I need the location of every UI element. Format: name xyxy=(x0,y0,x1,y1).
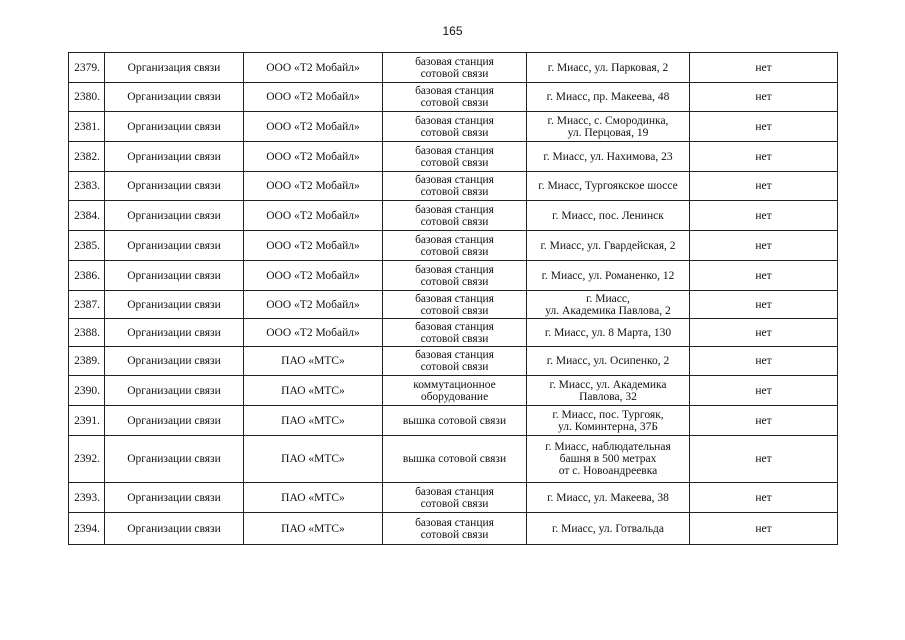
owner-cell: ООО «Т2 Мобайл» xyxy=(244,261,383,291)
status-cell: нет xyxy=(690,436,838,483)
object-cell: базовая станция сотовой связи xyxy=(383,319,527,347)
table-row xyxy=(69,436,838,483)
owner-cell: ООО «Т2 Мобайл» xyxy=(244,112,383,142)
status-cell: нет xyxy=(690,172,838,201)
owner-cell: ООО «Т2 Мобайл» xyxy=(244,291,383,319)
category-cell: Организации связи xyxy=(105,172,244,201)
table-row xyxy=(69,53,838,83)
status-cell: нет xyxy=(690,201,838,231)
table-row xyxy=(69,513,838,545)
category-cell: Организации связи xyxy=(105,347,244,376)
category-cell: Организации связи xyxy=(105,231,244,261)
owner-cell: ООО «Т2 Мобайл» xyxy=(244,172,383,201)
object-cell: базовая станция сотовой связи xyxy=(383,142,527,172)
category-cell: Организации связи xyxy=(105,436,244,483)
table-row xyxy=(69,112,838,142)
status-cell: нет xyxy=(690,376,838,406)
address-cell: г. Миасс, ул. Макеева, 38 xyxy=(527,483,690,513)
object-cell: базовая станция сотовой связи xyxy=(383,483,527,513)
category-cell: Организации связи xyxy=(105,319,244,347)
owner-cell: ПАО «МТС» xyxy=(244,347,383,376)
category-cell: Организации связи xyxy=(105,483,244,513)
object-cell: вышка сотовой связи xyxy=(383,406,527,436)
row-number: 2382. xyxy=(69,142,105,172)
category-cell: Организация связи xyxy=(105,53,244,83)
address-cell: г. Миасс, Тургоякское шоссе xyxy=(527,172,690,201)
category-cell: Организации связи xyxy=(105,406,244,436)
row-number: 2393. xyxy=(69,483,105,513)
table-row xyxy=(69,201,838,231)
address-cell: г. Миасс, ул. 8 Марта, 130 xyxy=(527,319,690,347)
row-number: 2389. xyxy=(69,347,105,376)
owner-cell: ООО «Т2 Мобайл» xyxy=(244,201,383,231)
owner-cell: ООО «Т2 Мобайл» xyxy=(244,83,383,112)
address-cell: г. Миасс, ул. Академика Павлова, 2 xyxy=(527,291,690,319)
category-cell: Организации связи xyxy=(105,142,244,172)
row-number: 2390. xyxy=(69,376,105,406)
row-number: 2388. xyxy=(69,319,105,347)
category-cell: Организации связи xyxy=(105,201,244,231)
object-cell: вышка сотовой связи xyxy=(383,436,527,483)
object-cell: базовая станция сотовой связи xyxy=(383,261,527,291)
object-cell: базовая станция сотовой связи xyxy=(383,291,527,319)
owner-cell: ПАО «МТС» xyxy=(244,513,383,545)
status-cell: нет xyxy=(690,513,838,545)
table-row xyxy=(69,319,838,347)
row-number: 2381. xyxy=(69,112,105,142)
row-number: 2380. xyxy=(69,83,105,112)
status-cell: нет xyxy=(690,142,838,172)
table-row xyxy=(69,347,838,376)
registry-table-body xyxy=(69,53,838,545)
category-cell: Организации связи xyxy=(105,376,244,406)
owner-cell: ООО «Т2 Мобайл» xyxy=(244,231,383,261)
object-cell: базовая станция сотовой связи xyxy=(383,83,527,112)
owner-cell: ПАО «МТС» xyxy=(244,483,383,513)
row-number: 2379. xyxy=(69,53,105,83)
object-cell: базовая станция сотовой связи xyxy=(383,513,527,545)
address-cell: г. Миасс, ул. Нахимова, 23 xyxy=(527,142,690,172)
object-cell: базовая станция сотовой связи xyxy=(383,112,527,142)
status-cell: нет xyxy=(690,319,838,347)
owner-cell: ПАО «МТС» xyxy=(244,376,383,406)
status-cell: нет xyxy=(690,347,838,376)
table-row xyxy=(69,376,838,406)
address-cell: г. Миасс, ул. Академика Павлова, 32 xyxy=(527,376,690,406)
table-row xyxy=(69,406,838,436)
object-cell: коммутационное оборудование xyxy=(383,376,527,406)
owner-cell: ПАО «МТС» xyxy=(244,406,383,436)
status-cell: нет xyxy=(690,291,838,319)
page-number: 165 xyxy=(442,24,463,38)
row-number: 2387. xyxy=(69,291,105,319)
row-number: 2385. xyxy=(69,231,105,261)
address-cell: г. Миасс, ул. Романенко, 12 xyxy=(527,261,690,291)
address-cell: г. Миасс, наблюдательная башня в 500 метрах от с. Новоандреевка xyxy=(527,436,690,483)
address-cell: г. Миасс, ул. Осипенко, 2 xyxy=(527,347,690,376)
category-cell: Организации связи xyxy=(105,291,244,319)
category-cell: Организации связи xyxy=(105,261,244,291)
owner-cell: ООО «Т2 Мобайл» xyxy=(244,319,383,347)
row-number: 2392. xyxy=(69,436,105,483)
row-number: 2383. xyxy=(69,172,105,201)
address-cell: г. Миасс, ул. Гвардейская, 2 xyxy=(527,231,690,261)
category-cell: Организации связи xyxy=(105,112,244,142)
object-cell: базовая станция сотовой связи xyxy=(383,347,527,376)
address-cell: г. Миасс, ул. Готвальда xyxy=(527,513,690,545)
row-number: 2391. xyxy=(69,406,105,436)
table-row xyxy=(69,83,838,112)
object-cell: базовая станция сотовой связи xyxy=(383,172,527,201)
table-row xyxy=(69,172,838,201)
status-cell: нет xyxy=(690,483,838,513)
table-row xyxy=(69,142,838,172)
category-cell: Организации связи xyxy=(105,83,244,112)
category-cell: Организации связи xyxy=(105,513,244,545)
owner-cell: ООО «Т2 Мобайл» xyxy=(244,142,383,172)
object-cell: базовая станция сотовой связи xyxy=(383,231,527,261)
table-row xyxy=(69,231,838,261)
object-cell: базовая станция сотовой связи xyxy=(383,53,527,83)
row-number: 2384. xyxy=(69,201,105,231)
table-row xyxy=(69,483,838,513)
address-cell: г. Миасс, пр. Макеева, 48 xyxy=(527,83,690,112)
address-cell: г. Миасс, пос. Ленинск xyxy=(527,201,690,231)
table-row xyxy=(69,261,838,291)
registry-table xyxy=(68,52,838,545)
row-number: 2394. xyxy=(69,513,105,545)
object-cell: базовая станция сотовой связи xyxy=(383,201,527,231)
status-cell: нет xyxy=(690,83,838,112)
status-cell: нет xyxy=(690,261,838,291)
status-cell: нет xyxy=(690,112,838,142)
address-cell: г. Миасс, ул. Парковая, 2 xyxy=(527,53,690,83)
address-cell: г. Миасс, пос. Тургояк, ул. Коминтерна, 37Б xyxy=(527,406,690,436)
address-cell: г. Миасс, с. Смородинка, ул. Перцовая, 19 xyxy=(527,112,690,142)
owner-cell: ПАО «МТС» xyxy=(244,436,383,483)
table-row xyxy=(69,291,838,319)
status-cell: нет xyxy=(690,231,838,261)
row-number: 2386. xyxy=(69,261,105,291)
status-cell: нет xyxy=(690,53,838,83)
status-cell: нет xyxy=(690,406,838,436)
owner-cell: ООО «Т2 Мобайл» xyxy=(244,53,383,83)
